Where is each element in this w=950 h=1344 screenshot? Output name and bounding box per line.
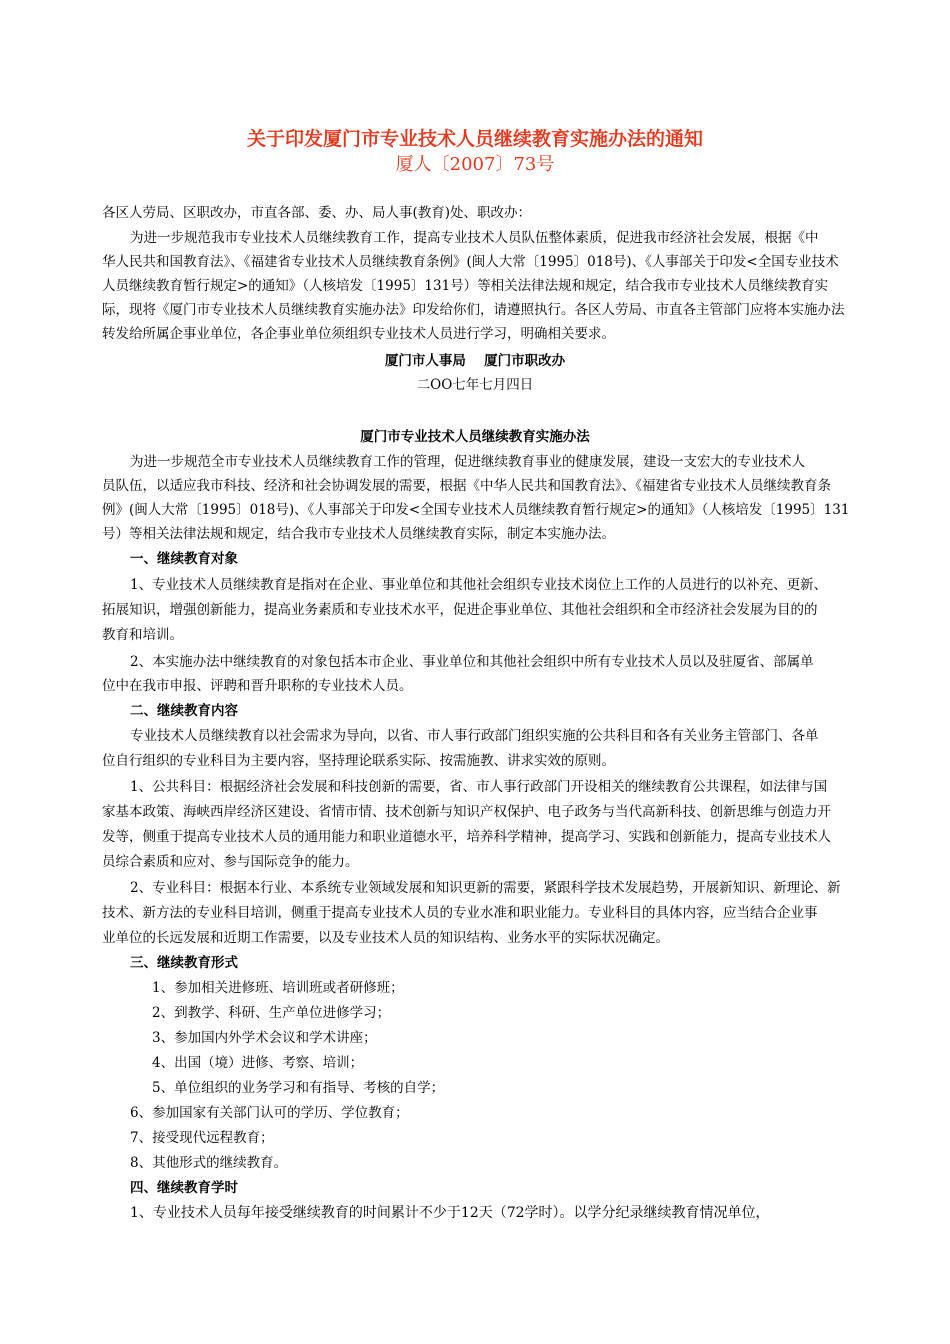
- notice-para-line: 转发给所属企事业单位，各企事业单位须组织专业技术人员进行学习，明确相关要求。: [102, 326, 615, 342]
- list-item: 5、单位组织的业务学习和有指导、考核的自学；: [152, 1080, 445, 1096]
- paragraph-line: 教育和培训。: [102, 627, 183, 643]
- document-title: 关于印发厦门市专业技术人员继续教育实施办法的通知: [246, 128, 703, 150]
- paragraph-line: 员综合素质和应对、参与国际竞争的能力。: [102, 854, 359, 870]
- notice-para-line: 为进一步规范我市专业技术人员继续教育工作，提高专业技术人员队伍整体素质，促进我市经济社会发展，根据《中: [130, 230, 819, 246]
- paragraph-line: 2、专业科目：根据本行业、本系统专业领域发展和知识更新的需要，紧跟科学技术发展趋势，开展新知识、新理论、新: [130, 880, 841, 896]
- paragraph-line: 业单位的长远发展和近期工作需要，以及专业技术人员的知识结构、业务水平的实际状况确定。: [102, 930, 669, 946]
- paragraph-line: 技术、新方法的专业科目培训，侧重于提高专业技术人员的专业水准和职业能力。专业科目的具体内容，应当结合企业事: [102, 905, 818, 921]
- section-heading: 四、继续教育学时: [130, 1180, 238, 1196]
- paragraph-line: 拓展知识，增强创新能力，提高业务素质和专业技术水平，促进企事业单位、其他社会组织和全市经济社会发展为目的的: [102, 602, 818, 618]
- paragraph-line: 位中在我市申报、评聘和晋升职称的专业技术人员。: [102, 678, 413, 694]
- regulation-title: 厦门市专业技术人员继续教育实施办法: [360, 429, 590, 445]
- list-item: 1、参加相关进修班、培训班或者研修班；: [152, 980, 404, 996]
- notice-signers: 厦门市人事局 厦门市职改办: [384, 353, 566, 369]
- notice-para-line: 华人民共和国教育法》、《福建省专业技术人员继续教育条例》(闽人大常〔1995〕018号)、《人事部关于印发<全国专业技术: [102, 254, 839, 270]
- paragraph-line: 家基本政策、海峡西岸经济区建设、省情市情、技术创新与知识产权保护、电子政务与当代高新科技、创新思维与创造力开: [102, 804, 831, 820]
- list-item: 3、参加国内外学术会议和学术讲座；: [152, 1030, 377, 1046]
- paragraph-line: 2、本实施办法中继续教育的对象包括本市企业、事业单位和其他社会组织中所有专业技术人员以及驻厦省、部属单: [130, 654, 814, 670]
- paragraph-line: 位自行组织的专业科目为主要内容，坚持理论联系实际、按需施教、讲求实效的原则。: [102, 753, 615, 769]
- regulation-intro-line: 员队伍，以适应我市科技、经济和社会协调发展的需要，根据《中华人民共和国教育法》、《福建省专业技术人员继续教育条: [102, 478, 831, 494]
- paragraph-line: 1、专业技术人员继续教育是指对在企业、事业单位和其他社会组织专业技术岗位上工作的人员进行的以补充、更新、: [130, 577, 828, 593]
- notice-para-line: 际，现将《厦门市专业技术人员继续教育实施办法》印发给你们，请遵照执行。各区人劳局、市直各主管部门应将本实施办法: [102, 302, 845, 318]
- notice-para-line: 人员继续教育暂行规定>的通知》（人核培发〔1995〕131号）等相关法律法规和规定，结合我市专业技术人员继续教育实: [102, 278, 829, 294]
- section-heading: 二、继续教育内容: [130, 703, 238, 719]
- notice-addressee: 各区人劳局、区职改办，市直各部、委、办、局人事(教育)处、职改办：: [102, 205, 532, 221]
- notice-date: 二OO七年七月四日: [416, 377, 534, 393]
- list-item: 7、接受现代远程教育；: [130, 1130, 274, 1146]
- section-heading: 三、继续教育形式: [130, 955, 238, 971]
- list-item: 2、到教学、科研、生产单位进修学习；: [152, 1005, 391, 1021]
- section-heading: 一、继续教育对象: [130, 551, 238, 567]
- document-number: 厦人〔2007〕73号: [395, 154, 555, 175]
- regulation-intro-line: 号）等相关法律法规和规定，结合我市专业技术人员继续教育实际，制定本实施办法。: [102, 526, 615, 542]
- paragraph-line: 1、专业技术人员每年接受继续教育的时间累计不少于12天（72学时）。以学分纪录继续教育情况单位，: [130, 1205, 770, 1221]
- list-item: 4、出国（境）进修、考察、培训；: [152, 1055, 364, 1071]
- regulation-intro-line: 例》(闽人大常〔1995〕018号)、《人事部关于印发<全国专业技术人员继续教育暂行规定>的通知》（人核培发〔1995〕131: [102, 502, 850, 518]
- list-item: 8、其他形式的继续教育。: [130, 1155, 288, 1171]
- paragraph-line: 1、公共科目：根据经济社会发展和科技创新的需要，省、市人事行政部门开设相关的继续教育公共课程，如法律与国: [130, 779, 828, 795]
- paragraph-line: 发等，侧重于提高专业技术人员的通用能力和职业道德水平，培养科学精神，提高学习、实践和创新能力，提高专业技术人: [102, 829, 831, 845]
- paragraph-line: 专业技术人员继续教育以社会需求为导向，以省、市人事行政部门组织实施的公共科目和各有关业务主管部门、各单: [130, 728, 819, 744]
- regulation-intro-line: 为进一步规范全市专业技术人员继续教育工作的管理，促进继续教育事业的健康发展，建设一支宏大的专业技术人: [130, 454, 805, 470]
- list-item: 6、参加国家有关部门认可的学历、学位教育；: [130, 1105, 409, 1121]
